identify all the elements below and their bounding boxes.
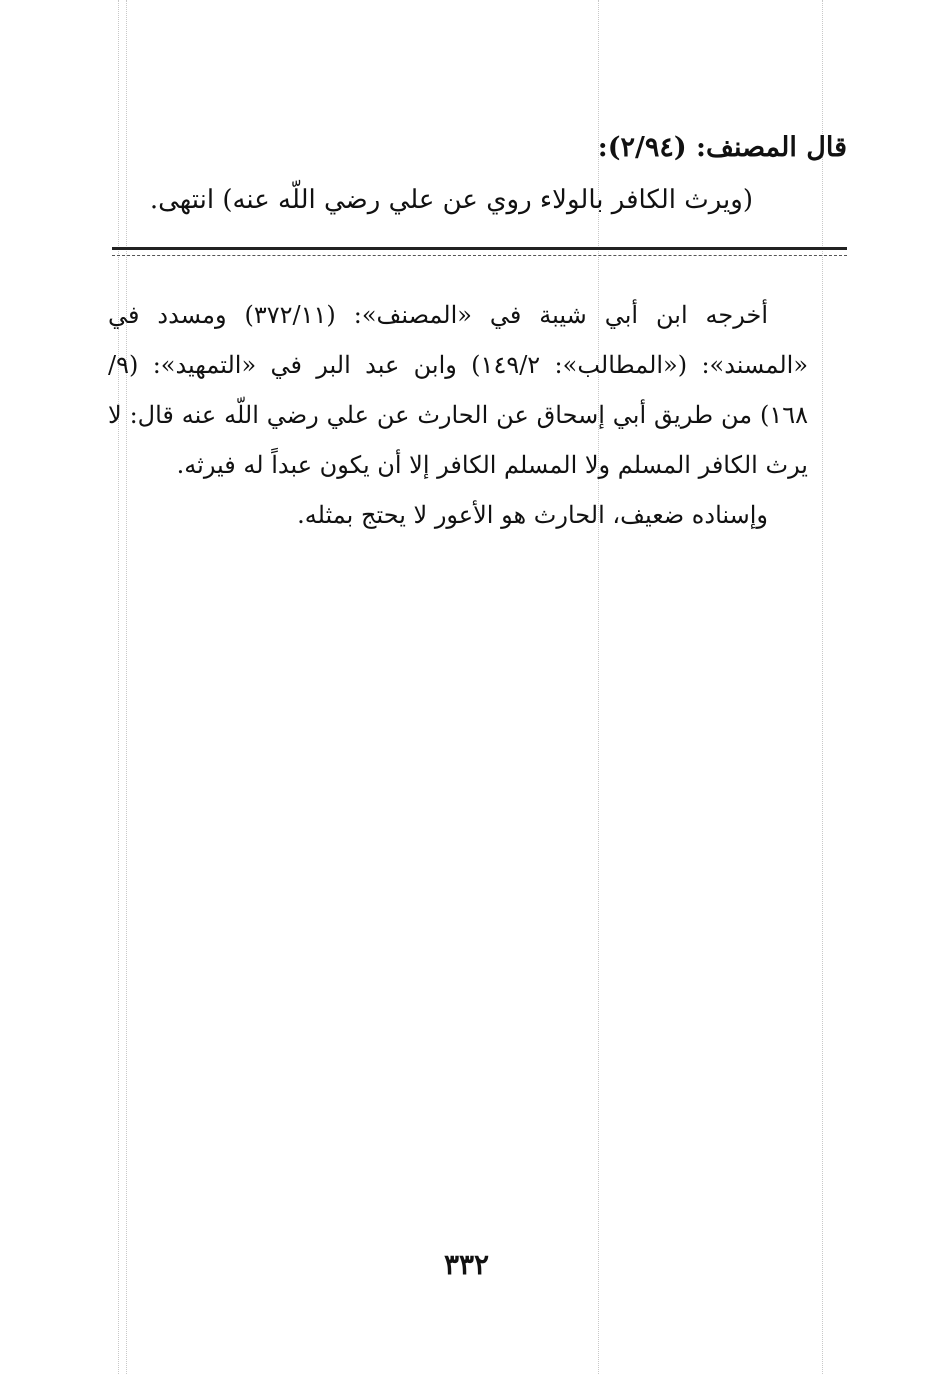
section-heading: قال المصنف: (٢/٩٤):	[597, 132, 847, 163]
page-number: ٣٣٢	[443, 1248, 490, 1281]
scan-artifact-line	[822, 0, 823, 1374]
footnote-separator-secondary	[112, 255, 847, 256]
footnote-block	[108, 290, 808, 540]
footnote-paragraph: أخرجه ابن أبي شيبة في «المصنف»: (٣٧٢/١١) ومسدد في «المسند»: («المطالب»: ١٤٩/٢) وابن عبد البر في «التمهيد»: (٩/ ١٦٨) من طريق أبي إسحاق عن الحارث عن علي رضي اللّه عنه قال: لا يرث الكافر المسلم ولا المسلم الكافر إلا أن يكون عبداً له فيرثه.	[108, 301, 808, 479]
quoted-text: (ويرث الكافر بالولاء روي عن علي رضي اللّه عنه) انتهى.	[149, 185, 753, 215]
footnote-separator	[112, 247, 847, 250]
footnote-paragraph: وإسناده ضعيف، الحارث هو الأعور لا يحتج بمثله.	[297, 501, 768, 529]
